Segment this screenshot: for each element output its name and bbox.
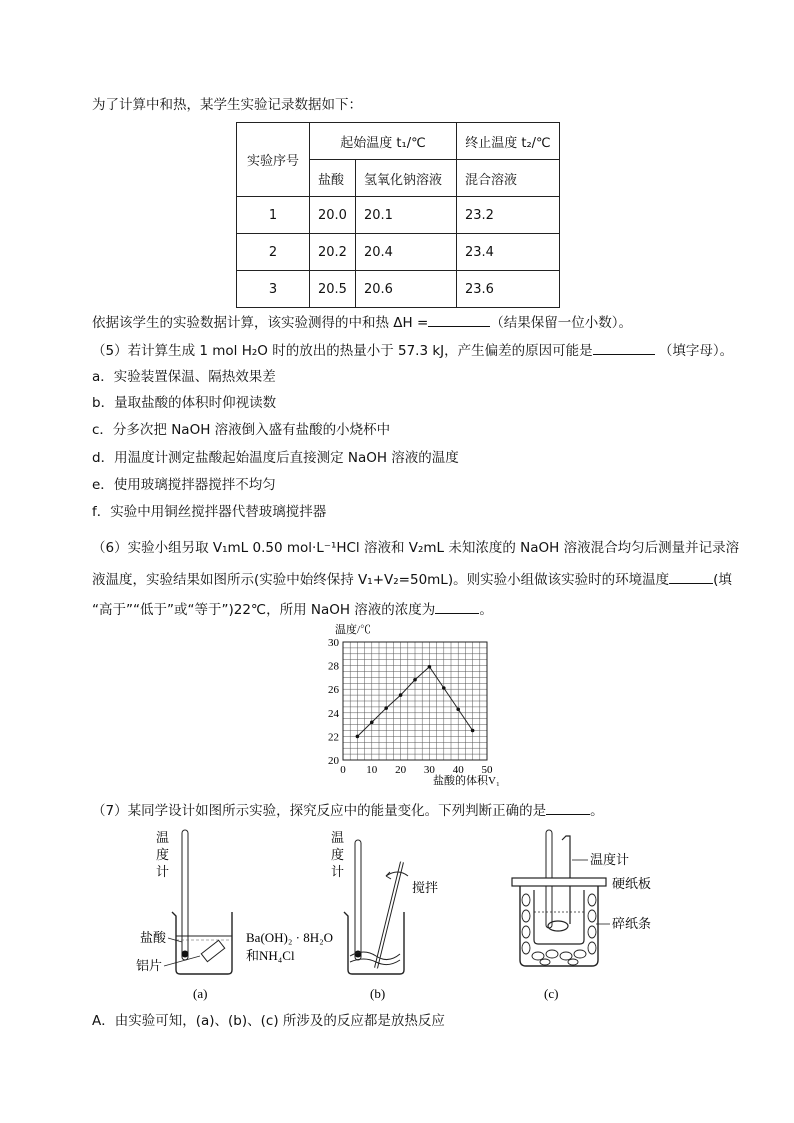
q5-option-a: a．实验装置保温、隔热效果差 — [92, 369, 276, 385]
cell-hcl: 20.2 — [310, 234, 356, 271]
chart-grid — [343, 642, 487, 760]
cell-hcl: 20.5 — [310, 271, 356, 308]
x-tick-label: 30 — [423, 764, 435, 776]
chart-y-label: 温度/℃ — [335, 624, 372, 636]
q5-stem-text: （5）若计算生成 1 mol H₂O 时的放出的热量小于 57.3 kJ，产生偏差的原因可能是 — [92, 343, 593, 359]
q4-suffix: （结果保留一位小数）。 — [490, 315, 633, 331]
label-ji-a: 计 — [156, 864, 170, 879]
cardboard-lid — [512, 878, 606, 886]
label-paper: 碎纸条 — [612, 916, 652, 931]
apparatus-figure — [130, 828, 660, 1006]
inner-beaker — [534, 890, 584, 944]
q4-text: 依据该学生的实验数据计算，该实验测得的中和热 ΔH = — [92, 315, 429, 331]
chart-x-label: 盐酸的体积V₁ — [433, 775, 500, 787]
q5-stem — [92, 340, 733, 360]
beaker-a — [172, 912, 232, 974]
y-tick-label: 24 — [328, 707, 339, 720]
temperature-chart — [305, 620, 505, 792]
answer-blank-q7[interactable] — [546, 800, 590, 815]
data-point — [384, 706, 388, 710]
q6-line-2-text: 液温度，实验结果如图所示(实验中始终保持 V₁+V₂=50mL)。则实验小组做该实验时的环境温度 — [92, 572, 670, 588]
cell-mix: 23.2 — [456, 197, 559, 234]
paper-scraps — [522, 894, 596, 965]
thermometer-a — [182, 830, 188, 960]
cell-naoh: 20.6 — [355, 271, 456, 308]
label-wen-b: 温 — [331, 830, 345, 845]
table-row — [237, 271, 560, 308]
apparatus-a — [136, 830, 232, 1001]
answer-blank-env-temp[interactable] — [669, 569, 713, 584]
x-tick-label: 50 — [481, 764, 493, 776]
cell-index: 2 — [237, 234, 310, 271]
data-point — [471, 729, 475, 733]
beaker-b — [344, 912, 404, 974]
q5-option-f: f．实验中用铜丝搅拌器代替玻璃搅拌器 — [92, 504, 327, 520]
q7-stem — [92, 800, 604, 820]
header-index: 实验序号 — [237, 123, 310, 197]
label-thermometer: 温度计 — [590, 852, 630, 867]
y-tick-label: 22 — [328, 731, 339, 744]
q5-option-b: b．量取盐酸的体积时仰视读数 — [92, 395, 277, 411]
label-nh4cl: 和NH₄Cl — [246, 948, 295, 963]
data-point — [442, 686, 446, 690]
q6-line-3 — [92, 599, 493, 619]
answer-blank-naoh-conc[interactable] — [435, 599, 479, 614]
cell-mix: 23.6 — [456, 271, 559, 308]
table-row — [237, 234, 560, 271]
caption-a: (a) — [193, 986, 208, 1001]
table-row — [237, 197, 560, 234]
x-tick-label: 40 — [452, 764, 464, 776]
q5-stem-suffix: （填字母）。 — [654, 343, 734, 359]
y-tick-label: 28 — [328, 660, 339, 673]
thermometer-bulb-a — [182, 951, 189, 958]
q7-stem-suffix: 。 — [590, 803, 604, 819]
q6-line-2 — [92, 569, 732, 589]
chart-y-ticks — [328, 637, 340, 767]
label-al: 铝片 — [136, 958, 163, 973]
intro-text: 为了计算中和热，某学生实验记录数据如下： — [92, 97, 362, 113]
header-hcl: 盐酸 — [310, 160, 356, 197]
data-point — [399, 693, 403, 697]
q4-line — [92, 312, 632, 332]
data-point — [456, 707, 460, 711]
apparatus-b — [246, 830, 438, 1001]
label-wen-a: 温 — [156, 830, 170, 845]
data-point — [413, 678, 417, 682]
cell-naoh: 20.1 — [355, 197, 456, 234]
label-stir: 搅拌 — [412, 880, 439, 895]
header-naoh: 氢氧化钠溶液 — [355, 160, 456, 197]
label-du-a: 度 — [156, 847, 170, 862]
label-ji-b: 计 — [331, 864, 345, 879]
q6-line-3-suffix: 。 — [479, 602, 493, 618]
cell-index: 1 — [237, 197, 310, 234]
q6-line-3-text: “高于”“低于”或“等于”)22℃，所用 NaOH 溶液的浓度为 — [92, 602, 436, 618]
label-baoh2: Ba(OH)₂ · 8H₂O — [246, 930, 334, 945]
y-tick-label: 30 — [328, 637, 339, 649]
cell-mix: 23.4 — [456, 234, 559, 271]
label-cardboard: 硬纸板 — [612, 876, 652, 891]
header-mix: 混合溶液 — [456, 160, 559, 197]
header-start-temp: 起始温度 t₁/℃ — [310, 123, 457, 160]
thermometer-b — [355, 840, 361, 960]
caption-c: (c) — [544, 986, 559, 1001]
q5-option-d: d．用温度计测定盐酸起始温度后直接测定 NaOH 溶液的温度 — [92, 450, 459, 466]
x-tick-label: 10 — [366, 764, 378, 776]
data-point — [356, 735, 360, 739]
q5-option-e: e．使用玻璃搅拌器搅拌不均匀 — [92, 477, 276, 493]
x-tick-label: 20 — [395, 764, 407, 776]
answer-blank-q5[interactable] — [593, 340, 655, 355]
aluminum-piece — [201, 940, 224, 961]
apparatus-c — [512, 830, 651, 1001]
label-du-b: 度 — [331, 847, 345, 862]
q6-line-2-suffix: (填 — [713, 572, 732, 588]
q7-option-a: A．由实验可知，(a)、(b)、(c) 所涉及的反应都是放热反应 — [92, 1013, 445, 1029]
cell-index: 3 — [237, 271, 310, 308]
q6-line-1: （6）实验小组另取 V₁mL 0.50 mol·L⁻¹HCl 溶液和 V₂mL 未知浓度的 NaOH 溶液混合均匀后测量并记录溶 — [92, 540, 740, 556]
x-tick-label: 0 — [340, 764, 346, 776]
data-table — [236, 122, 560, 308]
q5-option-c: c．分多次把 NaOH 溶液倒入盛有盐酸的小烧杯中 — [92, 422, 391, 438]
q7-stem-text: （7）某同学设计如图所示实验，探究反应中的能量变化。下列判断正确的是 — [92, 803, 547, 819]
caption-b: (b) — [370, 986, 386, 1001]
header-end-temp: 终止温度 t₂/℃ — [456, 123, 559, 160]
y-tick-label: 26 — [328, 684, 339, 697]
cell-naoh: 20.4 — [355, 234, 456, 271]
label-hcl: 盐酸 — [140, 930, 167, 945]
cell-hcl: 20.0 — [310, 197, 356, 234]
y-tick-label: 20 — [328, 755, 339, 767]
data-point — [428, 665, 432, 669]
answer-blank-dh[interactable] — [428, 312, 490, 327]
data-point — [370, 720, 374, 724]
